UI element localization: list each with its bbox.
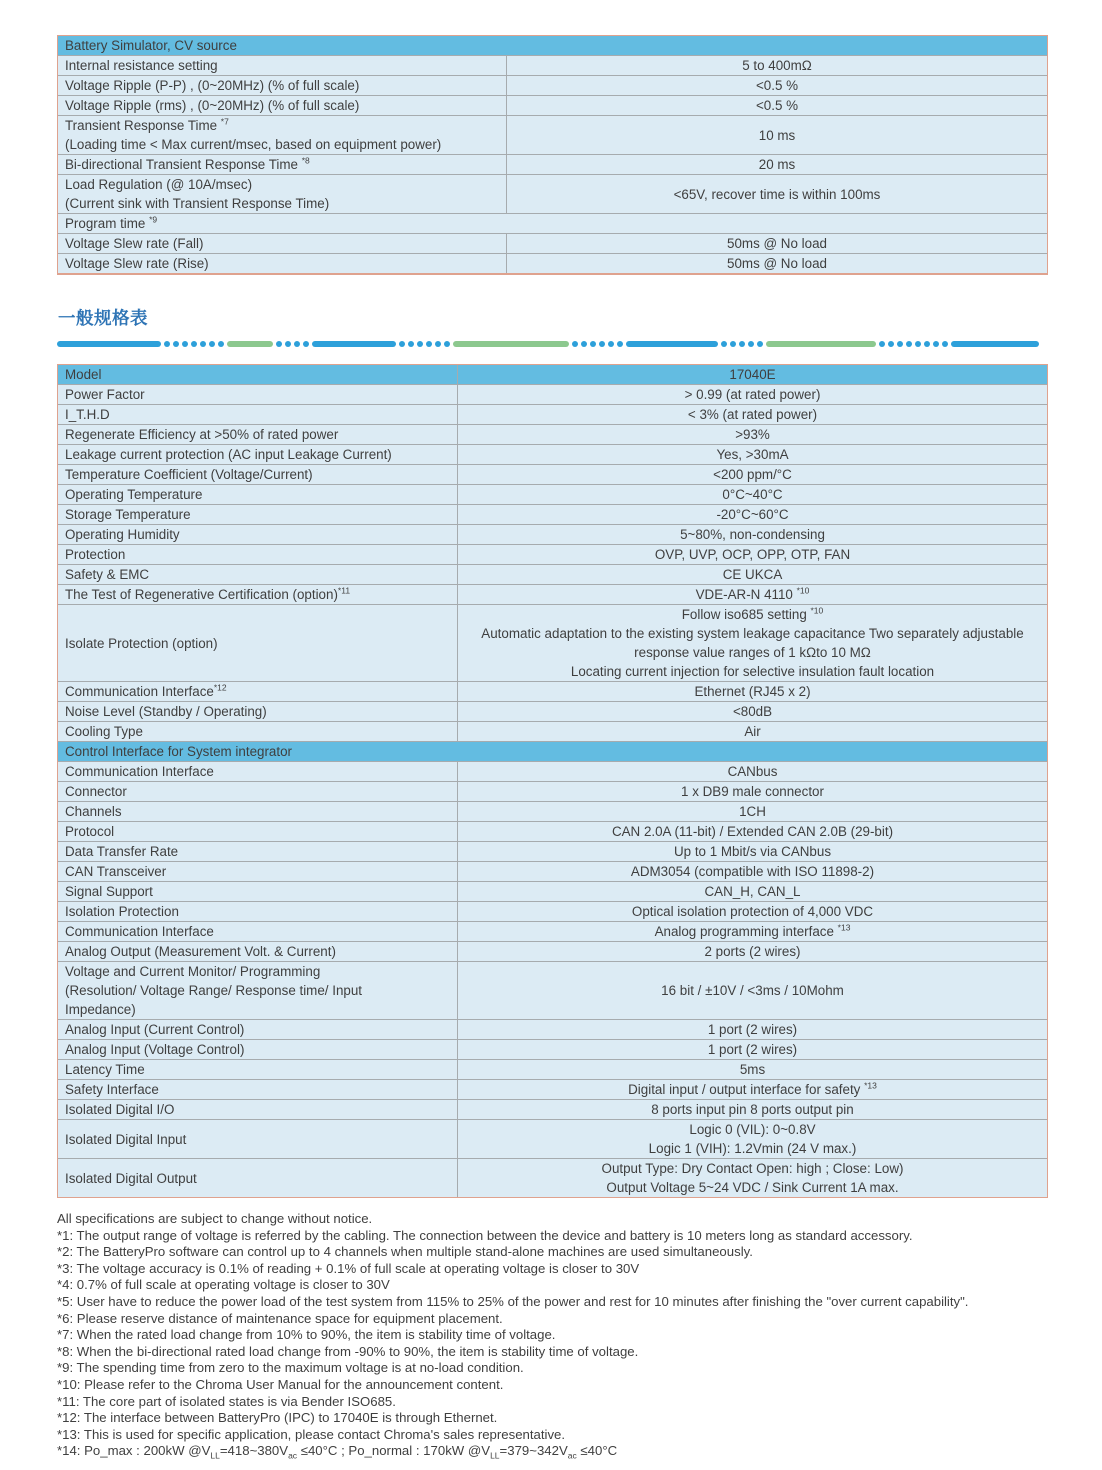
divider-dot [164,341,170,347]
divider-dot [739,341,745,347]
divider-dot [191,341,197,347]
table-row [58,941,1047,961]
divider-dot [590,341,596,347]
footnote-marker: *13 [864,1080,877,1091]
table-row [58,1119,1047,1158]
divider-dash [766,341,876,347]
divider-dot [294,341,300,347]
divider-dot [444,341,450,347]
table-row [58,1039,1047,1059]
spec-label-cell: Voltage Ripple (P-P) , (0~20MHz) (% of full scale) [58,76,507,95]
spec-label-cell: Isolated Digital I/O [58,1100,458,1119]
spec-label-cell: Safety Interface [58,1080,458,1099]
spec-value-cell: 50ms @ No load [507,234,1047,253]
table-row [58,721,1047,741]
spec-label-cell: CAN Transceiver [58,862,458,881]
footnote-marker: *10 [810,605,824,616]
spec-label-cell: Leakage current protection (AC input Leakage Current) [58,445,458,464]
spec-value-cell: CANbus [458,762,1047,781]
spec-value-cell: <0.5 % [507,96,1047,115]
spec-value-cell: Up to 1 Mbit/s via CANbus [458,842,1047,861]
divider-dash [312,341,396,347]
divider-dot [173,341,179,347]
spec-value-cell: -20°C~60°C [458,505,1047,524]
footnote: *8: When the bi-directional rated load change from -90% to 90%, the item is stability time of voltage. [57,1343,639,1359]
table-row [58,1079,1047,1099]
divider-dot [276,341,282,347]
table-row [58,861,1047,881]
spec-label-cell: Voltage Slew rate (Rise) [58,254,507,273]
footnote: *10: Please refer to the Chroma User Manual for the announcement content. [57,1376,504,1392]
spec-label-cell: Operating Temperature [58,485,458,504]
spec-value-cell: 50ms @ No load [507,254,1047,273]
table-row [58,564,1047,584]
section-heading: 一般规格表 [58,308,148,328]
table-row [58,154,1047,174]
spec-label-cell: Latency Time [58,1060,458,1079]
divider-dot [748,341,754,347]
divider-dash [57,341,161,347]
table-row [58,701,1047,721]
divider-dot [933,341,939,347]
divider-dot [942,341,948,347]
table-row [58,761,1047,781]
spec-value-cell: 1CH [458,802,1047,821]
spec-value-cell: 5~80%, non-condensing [458,525,1047,544]
table-row [58,524,1047,544]
spec-value-cell: Output Type: Dry Contact Open: high ; Close: Low) Output Voltage 5~24 VDC / Sink Current 1A max. [458,1159,1047,1197]
table-row [58,384,1047,404]
divider-dot [426,341,432,347]
spec-value-cell: VDE-AR-N 4110 $^{*10}$ [458,585,1047,604]
spec-label-cell: Load Regulation (@ 10A/msec) (Current sink with Transient Response Time) [58,175,507,213]
spec-label-cell: Protocol [58,822,458,841]
table-row [58,544,1047,564]
footnote: *7: When the rated load change from 10% to 90%, the item is stability time of voltage. [57,1327,556,1343]
spec-value-cell: Follow iso685 setting $^{*10}$ Automatic adaptation to the existing system leakage capacitance Two separately adjustable response value ranges of 1 kΩto 10 MΩ Locating current injection for selective insulation fault location [458,605,1047,681]
table-row [58,75,1047,95]
footnote: *14: Po_max : 200kW $@V_{LL}=418\sim 380V_{ac} \le 40^\circ C$ ; Po_normal : 170kW $@V_{LL}=379\sim 342V_{ac} \le 40^\circ C$ [57,1443,618,1461]
spec-value-cell: Yes, >30mA [458,445,1047,464]
table-row [58,781,1047,801]
table-row [58,213,1047,233]
spec-label-cell: Communication Interface [58,762,458,781]
spec-label-cell: Voltage Slew rate (Fall) [58,234,507,253]
table-section-header-row [58,36,1047,55]
footnote-marker: *10 [796,585,810,596]
spec-label-cell: Model [58,365,458,384]
table-row [58,584,1047,604]
spec-value-cell: > 0.99 (at rated power) [458,385,1047,404]
spec-label-cell: Power Factor [58,385,458,404]
spec-value-cell: Digital input / output interface for safety $^{*13}$ [458,1080,1047,1099]
divider-dot [303,341,309,347]
divider-dash [951,341,1039,347]
divider-dot [182,341,188,347]
spec-value-cell: Analog programming interface $^{*13}$ [458,922,1047,941]
table-row [58,424,1047,444]
spec-value-cell: 16 bit / ±10V / <3ms / 10Mohm [458,962,1047,1019]
spec-label-cell: Temperature Coefficient (Voltage/Current) [58,465,458,484]
divider-dot [915,341,921,347]
spec-label-cell: Operating Humidity [58,525,458,544]
footnote: *5: User have to reduce the power load of the test system from 115% to 25% of the power and rest for 10 minutes after finishing the "over current capability". [57,1293,969,1309]
spec-label-cell: I_T.H.D [58,405,458,424]
footnote-marker: *13 [837,922,851,933]
spec-label-cell: Connector [58,782,458,801]
table-row [58,801,1047,821]
divider-dot [200,341,206,347]
table-row [58,961,1047,1019]
table-row [58,464,1047,484]
divider-dot [435,341,441,347]
footnotes-block [57,1211,1057,1460]
spec-value-cell: 10 ms [507,116,1047,154]
divider-dot [897,341,903,347]
table-row [58,115,1047,154]
divider-dash [453,341,569,347]
footnote-marker: *12 [213,682,227,693]
spec-label-cell: Data Transfer Rate [58,842,458,861]
footnote: *6: Please reserve distance of maintenance space for equipment placement. [57,1310,503,1326]
table-row [58,821,1047,841]
divider-dot [572,341,578,347]
divider-dot [285,341,291,347]
spec-value-cell: Optical isolation protection of 4,000 VDC [458,902,1047,921]
table-row [58,841,1047,861]
divider-dot [730,341,736,347]
spec-label-cell: Communication Interface$^{*12}$ [58,682,458,701]
table-row [58,233,1047,253]
footnote: *11: The core part of isolated states is via Bender ISO685. [57,1393,396,1409]
spec-label-cell: Regenerate Efficiency at >50% of rated power [58,425,458,444]
spec-value-cell: 8 ports input pin 8 ports output pin [458,1100,1047,1119]
spec-label-cell: Control Interface for System integrator [58,742,1047,761]
general-spec-table [57,364,1048,1198]
footnote-marker: *11 [337,585,351,596]
footnote: *13: This is used for specific application, please contact Chroma's sales representative. [57,1426,566,1442]
footnote: *12: The interface between BatteryPro (IPC) to 17040E is through Ethernet. [57,1410,498,1426]
spec-value-cell: 1 port (2 wires) [458,1040,1047,1059]
divider-dot [581,341,587,347]
spec-label-cell: Storage Temperature [58,505,458,524]
spec-label-cell: Isolation Protection [58,902,458,921]
footnote: *9: The spending time from zero to the maximum voltage is at no-load condition. [57,1360,524,1376]
table-row [58,1158,1047,1197]
footnote: *3: The voltage accuracy is 0.1% of reading + 0.1% of full scale at operating voltage is closer to 30V [57,1260,640,1276]
spec-value-cell: Air [458,722,1047,741]
spec-value-cell: ADM3054 (compatible with ISO 11898-2) [458,862,1047,881]
divider-dot [924,341,930,347]
table-row [58,404,1047,424]
spec-value-cell: 1 x DB9 male connector [458,782,1047,801]
spec-label-cell: Voltage Ripple (rms) , (0~20MHz) (% of full scale) [58,96,507,115]
divider-dot [218,341,224,347]
spec-label-cell: Isolated Digital Input [58,1120,458,1158]
divider-dot [399,341,405,347]
divider-dot [879,341,885,347]
table-row [58,921,1047,941]
table-row [58,604,1047,681]
table-row [58,681,1047,701]
spec-label-cell: Program time $^{*9}$ [58,214,1047,233]
divider-dot [608,341,614,347]
table-row [58,174,1047,213]
footnote: All specifications are subject to change without notice. [57,1211,373,1226]
spec-label-cell: Communication Interface [58,922,458,941]
decorative-dotted-divider [57,340,1046,347]
divider-dot [617,341,623,347]
spec-value-cell: 20 ms [507,155,1047,174]
table-row [58,881,1047,901]
divider-dot [721,341,727,347]
table-row [58,365,1047,384]
spec-label-cell: Cooling Type [58,722,458,741]
divider-dot [209,341,215,347]
spec-value-cell: 1 port (2 wires) [458,1020,1047,1039]
battery-simulator-table [57,35,1048,275]
spec-label-cell: Transient Response Time $^{*7}$ (Loading time < Max current/msec, based on equipment power) [58,116,507,154]
divider-dot [888,341,894,347]
spec-value-cell: <200 ppm/°C [458,465,1047,484]
spec-value-cell: <65V, recover time is within 100ms [507,175,1047,213]
spec-label-cell: Analog Input (Voltage Control) [58,1040,458,1059]
divider-dot [417,341,423,347]
spec-value-cell: Logic 0 (VIL): 0~0.8V Logic 1 (VIH): 1.2Vmin (24 V max.) [458,1120,1047,1158]
table-row [58,95,1047,115]
spec-label-cell: The Test of Regenerative Certification (option)$^{*11}$ [58,585,458,604]
spec-label-cell: Protection [58,545,458,564]
spec-value-cell: CAN 2.0A (11-bit) / Extended CAN 2.0B (29-bit) [458,822,1047,841]
spec-label-cell: Safety & EMC [58,565,458,584]
spec-value-cell: <80dB [458,702,1047,721]
footnote-marker: *9 [149,214,158,225]
table-row [58,444,1047,464]
table-row [58,253,1047,273]
spec-label-cell: Channels [58,802,458,821]
table-section-header-row [58,741,1047,761]
divider-dot [906,341,912,347]
spec-value-cell: 17040E [458,365,1047,384]
spec-value-cell: CAN_H, CAN_L [458,882,1047,901]
spec-value-cell: 5 to 400mΩ [507,56,1047,75]
spec-label-cell: Battery Simulator, CV source [58,36,1047,55]
spec-label-cell: Isolated Digital Output [58,1159,458,1197]
spec-value-cell: CE UKCA [458,565,1047,584]
divider-dot [408,341,414,347]
spec-label-cell: Isolate Protection (option) [58,605,458,681]
footnote: *4: 0.7% of full scale at operating voltage is closer to 30V [57,1277,390,1293]
divider-dot [757,341,763,347]
spec-value-cell: 0°C~40°C [458,485,1047,504]
footnote-marker: *8 [301,155,310,166]
spec-value-cell: 2 ports (2 wires) [458,942,1047,961]
divider-dash [626,341,718,347]
footnote: *2: The BatteryPro software can control up to 4 channels when multiple stand-alone machines are used simultaneously. [57,1244,753,1260]
spec-value-cell: OVP, UVP, OCP, OPP, OTP, FAN [458,545,1047,564]
divider-dot [599,341,605,347]
spec-value-cell: 5ms [458,1060,1047,1079]
footnote: *1: The output range of voltage is referred by the cabling. The connection between the device and battery is 10 meters long as standard accessory. [57,1227,913,1243]
footnote-marker: *7 [220,116,229,127]
spec-value-cell: Ethernet (RJ45 x 2) [458,682,1047,701]
divider-dash [227,341,273,347]
spec-label-cell: Analog Output (Measurement Volt. & Current) [58,942,458,961]
spec-value-cell: <0.5 % [507,76,1047,95]
spec-label-cell: Internal resistance setting [58,56,507,75]
spec-label-cell: Analog Input (Current Control) [58,1020,458,1039]
spec-label-cell: Voltage and Current Monitor/ Programming (Resolution/ Voltage Range/ Response time/ Input Impedance) [58,962,458,1019]
spec-value-cell: >93% [458,425,1047,444]
table-row [58,1099,1047,1119]
spec-value-cell: < 3% (at rated power) [458,405,1047,424]
spec-label-cell: Noise Level (Standby / Operating) [58,702,458,721]
spec-label-cell: Signal Support [58,882,458,901]
table-row [58,504,1047,524]
spec-label-cell: Bi-directional Transient Response Time $^{*8}$ [58,155,507,174]
table-row [58,1019,1047,1039]
table-row [58,1059,1047,1079]
table-row [58,55,1047,75]
table-row [58,901,1047,921]
table-row [58,484,1047,504]
